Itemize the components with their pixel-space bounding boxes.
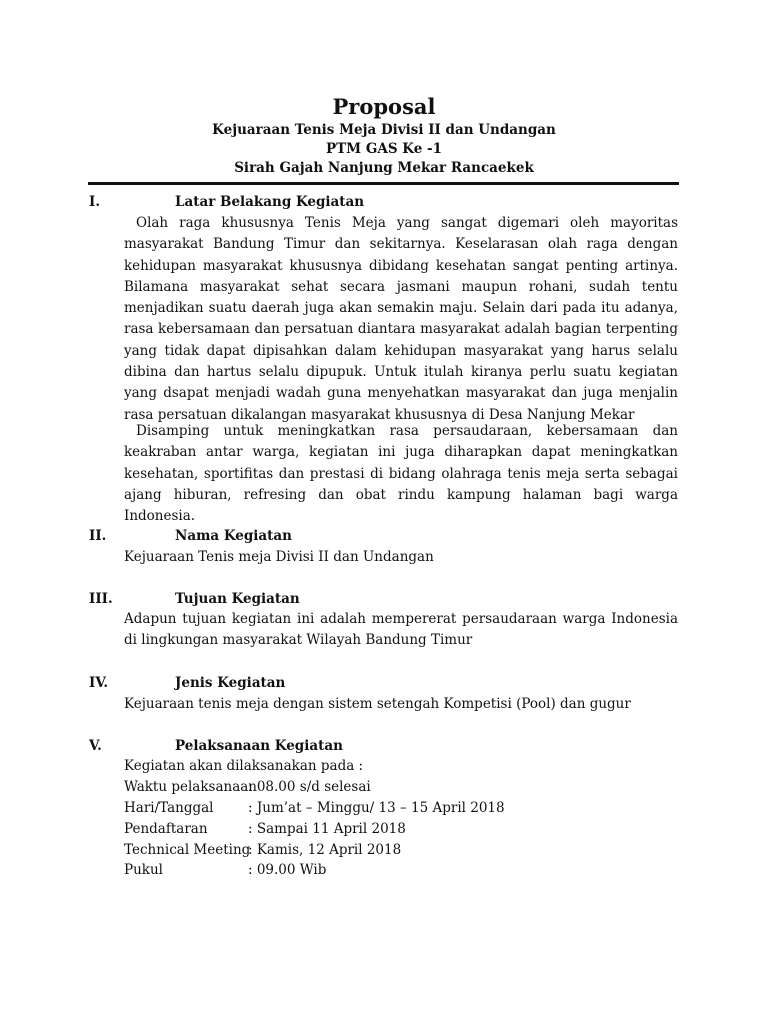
section-3-text: Adapun tujuan kegiatan ini adalah mempererat persaudaraan warga Indonesia di lingkungan masyarakat Wilayah Bandung Timur xyxy=(124,611,678,649)
schedule-label: Pendaftaran xyxy=(124,821,208,837)
schedule-label: Technical Meeting xyxy=(124,842,251,858)
schedule-value: : 08.00 s/d selesai xyxy=(248,779,371,795)
document-title: Proposal xyxy=(332,94,436,119)
schedule-value: : 09.00 Wib xyxy=(248,862,327,878)
schedule-label: Waktu pelaksanaan xyxy=(124,779,257,795)
section-5-intro: Kegiatan akan dilaksanakan pada : xyxy=(124,758,364,774)
section-5-title: Pelaksanaan Kegiatan xyxy=(175,738,343,754)
section-3-number: III. xyxy=(89,591,113,607)
schedule-value: : Jum’at – Minggu/ 13 – 15 April 2018 xyxy=(248,800,505,816)
section-4-text: Kejuaraan tenis meja dengan sistem setengah Kompetisi (Pool) dan gugur xyxy=(124,696,631,712)
schedule-row-technical-meeting xyxy=(124,841,401,859)
section-1-paragraph-2: Disamping untuk meningkatkan rasa persaudaraan, kebersamaan dan keakraban antar warga, kegiatan ini juga diharapkan dapat meningkatkan kesehatan, sportifitas dan prestasi di bidang olahraga tenis meja serta sebagai ajang hiburan, refresing dan obat rindu kampung halaman bagi warga Indonesia. xyxy=(124,423,678,525)
section-2-number: II. xyxy=(89,528,107,544)
subtitle-event-name: Kejuaraan Tenis Meja Divisi II dan Undangan xyxy=(212,122,556,138)
section-3-title: Tujuan Kegiatan xyxy=(175,591,300,607)
section-1-paragraph-1: Olah raga khususnya Tenis Meja yang sangat digemari oleh mayoritas masyarakat Bandung Timur dan sekitarnya. Keselarasan olah raga dengan kehidupan masyarakat khususnya dibidang kesehatan sangat penting artinya. Bilamana masyarakat sehat secara jasmani maupun rohani, sudah tentu menjadikan suatu daerah juga akan semakin maju. Selain dari pada itu adanya, rasa kebersamaan dan persatuan diantara masyarakat adalah bagian terpenting yang tidak dapat dipisahkan dalam kehidupan masyarakat yang harus selalu dibina dan hartus selalu dipupuk. Untuk itulah kiranya perlu suatu kegiatan yang dsapat menjadi wadah guna menyehatkan masyarakat dan juga menjalin rasa persatuan dikalangan masyarakat khususnya di Desa Nanjung Mekar xyxy=(124,215,678,423)
schedule-row-hari-tanggal xyxy=(124,799,505,817)
header-divider xyxy=(88,182,679,185)
section-1-title: Latar Belakang Kegiatan xyxy=(175,194,365,210)
schedule-value: : Kamis, 12 April 2018 xyxy=(248,842,402,858)
section-2-title: Nama Kegiatan xyxy=(175,528,292,544)
section-4-number: IV. xyxy=(89,675,109,691)
section-2-text: Kejuaraan Tenis meja Divisi II dan Undangan xyxy=(124,549,434,565)
subtitle-location: Sirah Gajah Nanjung Mekar Rancaekek xyxy=(234,160,534,176)
schedule-label: Hari/Tanggal xyxy=(124,800,214,816)
section-5-number: V. xyxy=(89,738,102,754)
subtitle-organizer: PTM GAS Ke -1 xyxy=(325,141,442,157)
section-1-number: I. xyxy=(89,194,101,210)
section-4-title: Jenis Kegiatan xyxy=(175,675,286,691)
schedule-row-pukul xyxy=(124,861,326,879)
schedule-value: : Sampai 11 April 2018 xyxy=(248,821,406,837)
schedule-row-pendaftaran xyxy=(124,820,406,838)
schedule-row-waktu xyxy=(124,778,371,796)
schedule-label: Pukul xyxy=(124,862,163,878)
